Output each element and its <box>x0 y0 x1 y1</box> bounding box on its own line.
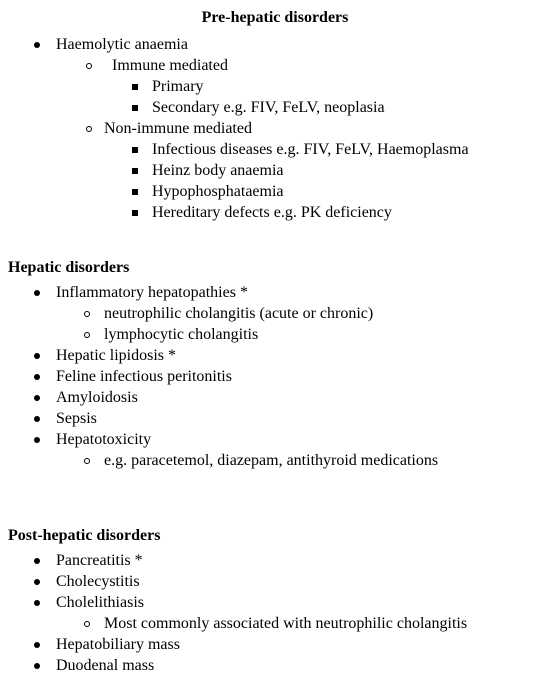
list-item: Feline infectious peritonitis <box>0 366 438 387</box>
pre-hepatic-list <box>0 34 469 223</box>
list-item: Hepatobiliary mass <box>0 634 467 655</box>
list-item: Infectious diseases e.g. FIV, FeLV, Haemoplasma <box>0 139 469 160</box>
list-item: Hypophosphataemia <box>0 181 469 202</box>
list-item: Non-immune mediated <box>0 118 469 139</box>
list-item: Pancreatitis * <box>0 550 467 571</box>
post-hepatic-heading: Post-hepatic disorders <box>8 527 161 544</box>
list-item: Inflammatory hepatopathies * <box>0 282 438 303</box>
list-item: lymphocytic cholangitis <box>0 324 438 345</box>
list-item: Cholecystitis <box>0 571 467 592</box>
list-item: Sepsis <box>0 408 438 429</box>
list-item: Heinz body anaemia <box>0 160 469 181</box>
list-item: Most commonly associated with neutrophilic cholangitis <box>0 613 467 634</box>
list-item: Cholelithiasis <box>0 592 467 613</box>
pre-hepatic-heading: Pre-hepatic disorders <box>201 9 349 26</box>
post-hepatic-list <box>0 550 467 676</box>
list-item: Hereditary defects e.g. PK deficiency <box>0 202 469 223</box>
list-item: Hepatotoxicity <box>0 429 438 450</box>
list-item: Amyloidosis <box>0 387 438 408</box>
list-item: Immune mediated <box>0 55 469 76</box>
list-item: e.g. paracetemol, diazepam, antithyroid medications <box>0 450 438 471</box>
list-item: Haemolytic anaemia <box>0 34 469 55</box>
hepatic-heading: Hepatic disorders <box>8 259 130 276</box>
list-item: Primary <box>0 76 469 97</box>
hepatic-list <box>0 282 438 471</box>
list-item: neutrophilic cholangitis (acute or chronic) <box>0 303 438 324</box>
list-item: Secondary e.g. FIV, FeLV, neoplasia <box>0 97 469 118</box>
list-item: Duodenal mass <box>0 655 467 676</box>
list-item: Hepatic lipidosis * <box>0 345 438 366</box>
